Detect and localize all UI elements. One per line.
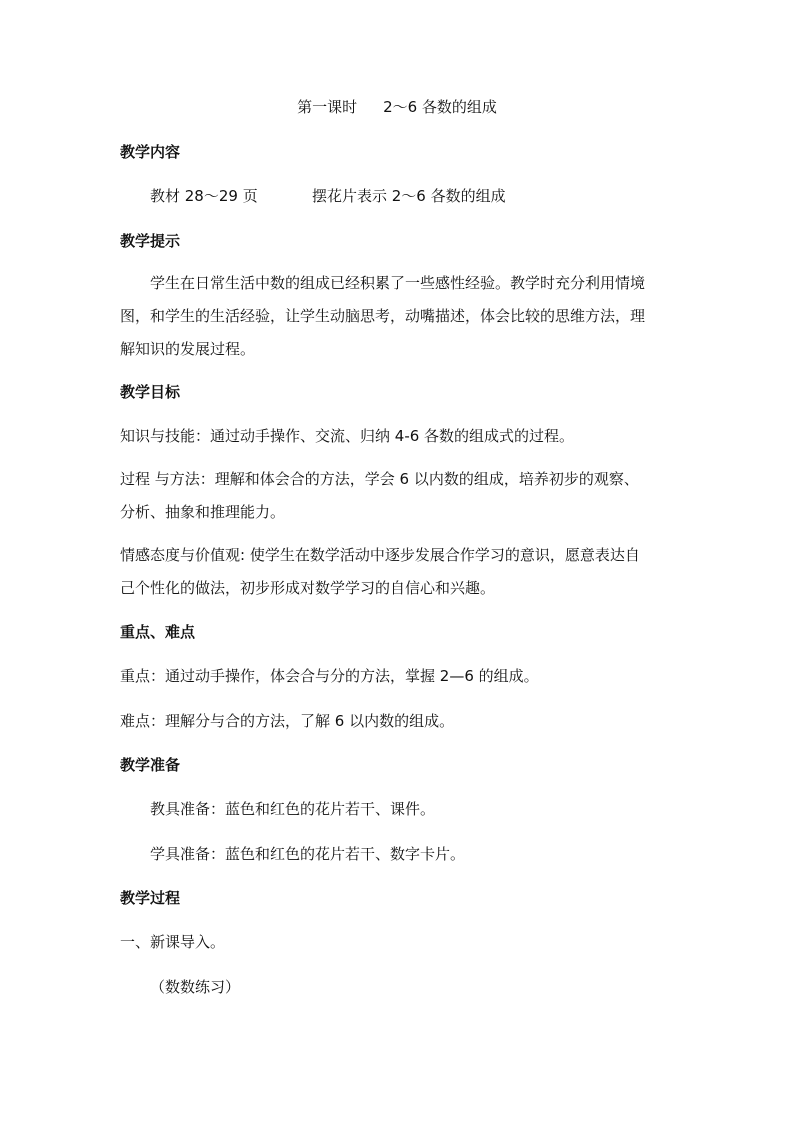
- key-heading: 重点、难点: [120, 623, 196, 641]
- goals-heading: 教学目标: [120, 383, 181, 401]
- goal-attitude-line-1: 情感态度与价值观: 使学生在数学活动中逐步发展合作学习的意识，愿意表达自: [120, 546, 640, 564]
- content-text-topic: 摆花片表示 2～6 各数的组成: [312, 187, 506, 205]
- goal-knowledge: 知识与技能：通过动手操作、交流、归纳 4-6 各数的组成式的过程。: [120, 427, 575, 445]
- goal-process-line-1: 过程 与方法：理解和体会合的方法，学会 6 以内数的组成，培养初步的观察、: [120, 470, 639, 488]
- prep-teacher: 教具准备：蓝色和红色的花片若干、课件。: [150, 800, 436, 818]
- hint-line-3: 解知识的发展过程。: [120, 340, 256, 358]
- content-text: [150, 186, 794, 206]
- process-step-1: 一、新课导入。: [120, 933, 226, 951]
- goal-attitude-line-2: 己个性化的做法，初步形成对数学学习的自信心和兴趣。: [120, 579, 496, 597]
- hint-heading: 教学提示: [120, 232, 181, 250]
- content-text-pages: 教材 28～29 页: [150, 187, 258, 205]
- content-heading: 教学内容: [120, 143, 181, 161]
- process-heading: 教学过程: [120, 889, 181, 907]
- goal-process-line-2: 分析、抽象和推理能力。: [120, 503, 286, 521]
- hint-line-1: 学生在日常生活中数的组成已经积累了一些感性经验。教学时充分利用情境: [150, 274, 646, 292]
- lesson-title: [0, 97, 794, 117]
- prep-heading: 教学准备: [120, 756, 181, 774]
- process-step-1-note: （数数练习）: [150, 978, 241, 996]
- lesson-title-part1: 第一课时: [297, 98, 358, 116]
- key-point: 重点：通过动手操作，体会合与分的方法，掌握 2—6 的组成。: [120, 667, 539, 685]
- lesson-title-part2: 2～6 各数的组成: [383, 98, 497, 116]
- prep-student: 学具准备：蓝色和红色的花片若干、数字卡片。: [150, 845, 466, 863]
- hint-line-2: 图，和学生的生活经验，让学生动脑思考，动嘴描述，体会比较的思维方法，理: [120, 307, 646, 325]
- difficult-point: 难点：理解分与合的方法，了解 6 以内数的组成。: [120, 712, 455, 730]
